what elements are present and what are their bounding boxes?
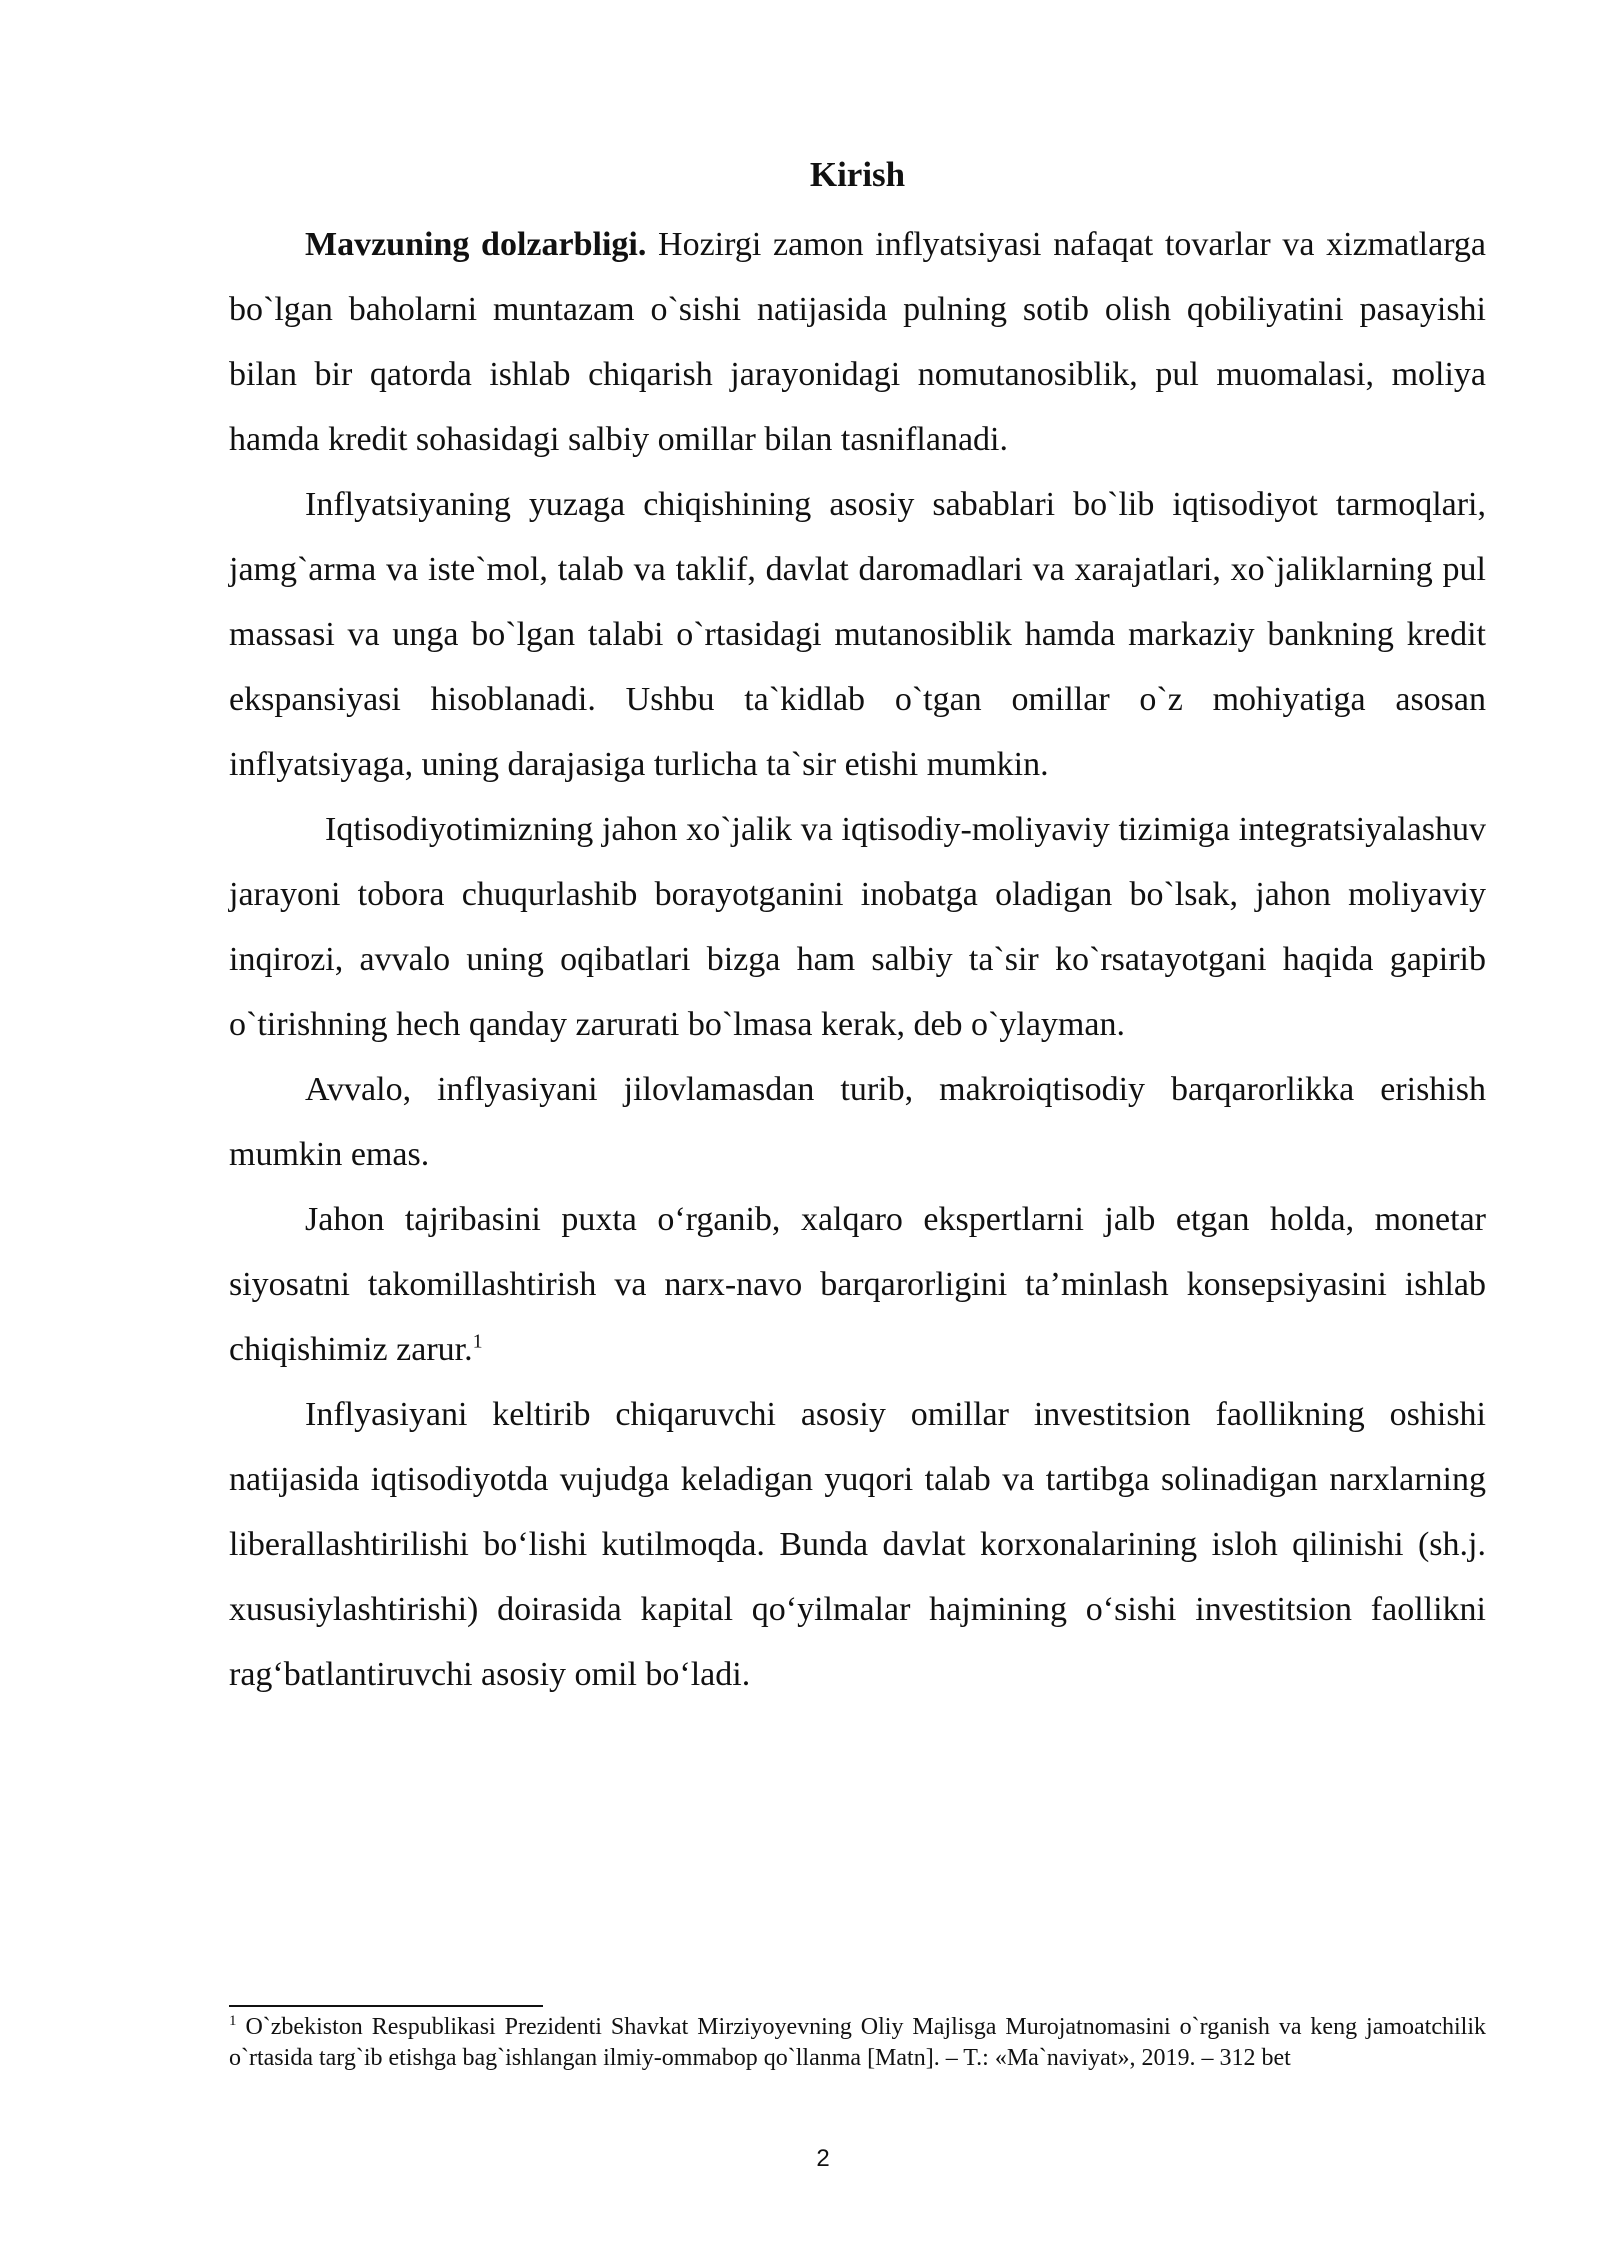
footnote-text: O`zbekiston Respublikasi Prezidenti Shavkat Mirziyoyevning Oliy Majlisga Murojatnomasini o`rganish va keng jamoatchilik o`rtasida targ`ib etishga bag`ishlangan ilmiy-ommabop qo`llanma [Matn]. – T.: «Ma`naviyat», 2019. – 312 bet <box>229 2014 1486 2071</box>
paragraph-lead: Mavzuning dolzarbligi. <box>305 226 647 263</box>
paragraph-relevance <box>229 212 1486 472</box>
footnote-marker: 1 <box>229 2013 237 2029</box>
page-content <box>229 150 1486 1707</box>
paragraph-integration: Iqtisodiyotimizning jahon xo`jalik va iqtisodiy-moliyaviy tizimiga integratsiyalashuv jarayoni tobora chuqurlashib borayotganini inobatga oladigan bo`lsak, jahon moliyaviy inqirozi, avvalo uning oqibatlari bizga ham salbiy ta`sir ko`rsatayotgani haqida gapirib o`tirishning hech qanday zarurati bo`lmasa kerak, deb o`ylayman. <box>229 811 1486 1043</box>
page-number: 2 <box>816 2145 830 2172</box>
footnote-separator <box>229 2005 543 2007</box>
paragraph-inflation-causes: Inflyatsiyaning yuzaga chiqishining asosiy sabablari bo`lib iqtisodiyot tarmoqlari, jamg`arma va iste`mol, talab va taklif, davlat daromadlari va xarajatlari, xo`jaliklarning pul massasi va unga bo`lgan talabi o`rtasidagi mutanosiblik hamda markaziy bankning kredit ekspansiyasi hisoblanadi. Ushbu ta`kidlab o`tgan omillar o`z mohiyatiga asosan inflyatsiyaga, uning darajasiga turlicha ta`sir etishi mumkin. <box>229 486 1486 783</box>
paragraph-text: Jahon tajribasini puxta o‘rganib, xalqaro ekspertlarni jalb etgan holda, monetar siyosatni takomillashtirish va narx-navo barqarorligini ta’minlash konsepsiyasini ishlab chiqishimiz zarur. <box>229 1201 1486 1368</box>
paragraph-investment-activity: Inflyasiyani keltirib chiqaruvchi asosiy omillar investitsion faollikning oshishi natijasida iqtisodiyotda vujudga keladigan yuqori talab va tartibga solinadigan narxlarning liberallashtirilishi bo‘lishi kutilmoqda. Bunda davlat korxonalarining isloh qilinishi (sh.j. xususiylashtirishi) doirasida kapital qo‘yilmalar hajmining o‘sishi investitsion faollikni rag‘batlantiruvchi asosiy omil bo‘ladi. <box>229 1396 1486 1693</box>
paragraph-text: Hozirgi zamon inflyatsiyasi nafaqat tovarlar va xizmatlarga bo`lgan baholarni muntazam o`sishi natijasida pulning sotib olish qobiliyatini pasayishi bilan bir qatorda ishlab chiqarish jarayonidagi nomutanosiblik, pul muomalasi, moliya hamda kredit sohasidagi salbiy omillar bilan tasniflanadi. <box>229 226 1487 458</box>
footnote-reference[interactable]: 1 <box>472 1330 483 1353</box>
paragraph-stability: Avvalo, inflyasiyani jilovlamasdan turib, makroiqtisodiy barqarorlikka erishish mumkin emas. <box>229 1071 1486 1173</box>
page-title: Kirish <box>809 155 906 194</box>
footnote <box>229 2012 1486 2074</box>
paragraph-monetary-policy <box>229 1187 1486 1382</box>
